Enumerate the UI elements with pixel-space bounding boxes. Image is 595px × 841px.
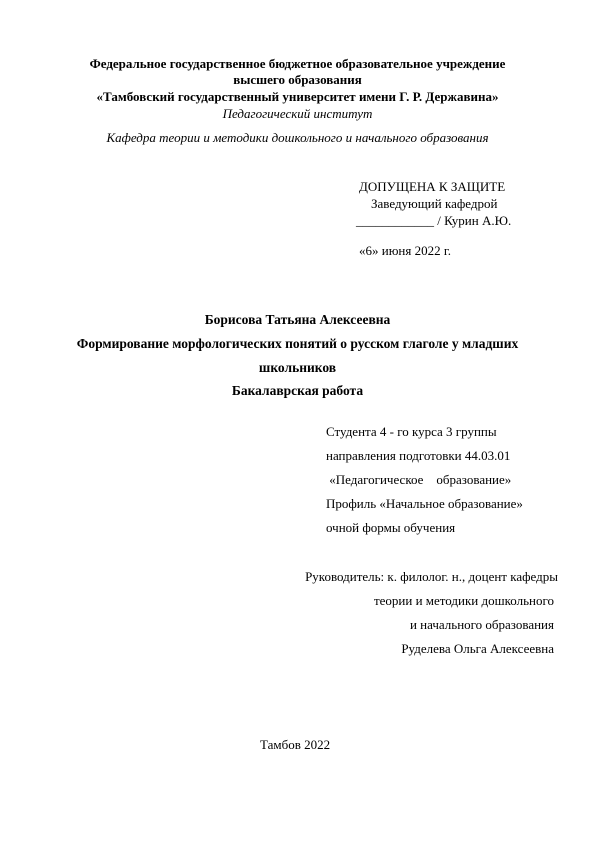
student-profile: Профиль «Начальное образование» [326,496,523,511]
work-title-line1: Формирование морфологических понятий о русском глаголе у младших [76,336,519,351]
author-name: Борисова Татьяна Алексеевна [204,312,391,327]
header-institute: Педагогический институт [222,106,373,121]
header-department: Кафедра теории и методики дошкольного и начального образования [106,130,489,145]
city-year: Тамбов 2022 [260,737,331,752]
supervisor-position: Руководитель: к. филолог. н., доцент кафедры [305,569,558,584]
header-ministry-line: Федеральное государственное бюджетное образовательное учреждение [89,56,506,71]
header-education-line: высшего образования [233,72,362,87]
approval-admitted: ДОПУЩЕНА К ЗАЩИТЕ [359,179,506,194]
approval-signature-line: ____________ / Курин А.Ю. [356,213,512,228]
approval-head-of-department: Заведующий кафедрой [371,196,498,211]
student-study-form: очной формы обучения [326,520,456,535]
header-university-line: «Тамбовский государственный университет имени Г. Р. Державина» [96,89,499,104]
approval-date: «6» июня 2022 г. [359,243,451,258]
student-course: Студента 4 - го курса 3 группы [326,424,497,439]
supervisor-name: Руделева Ольга Алексеевна [401,641,554,656]
student-direction: направления подготовки 44.03.01 [326,448,511,463]
student-specialty: «Педагогическое образование» [326,472,512,487]
work-type: Бакалаврская работа [231,383,364,398]
supervisor-department-line1: теории и методики дошкольного [373,593,554,608]
supervisor-department-line2: и начального образования [409,617,554,632]
work-title-line2: школьников [258,360,337,375]
